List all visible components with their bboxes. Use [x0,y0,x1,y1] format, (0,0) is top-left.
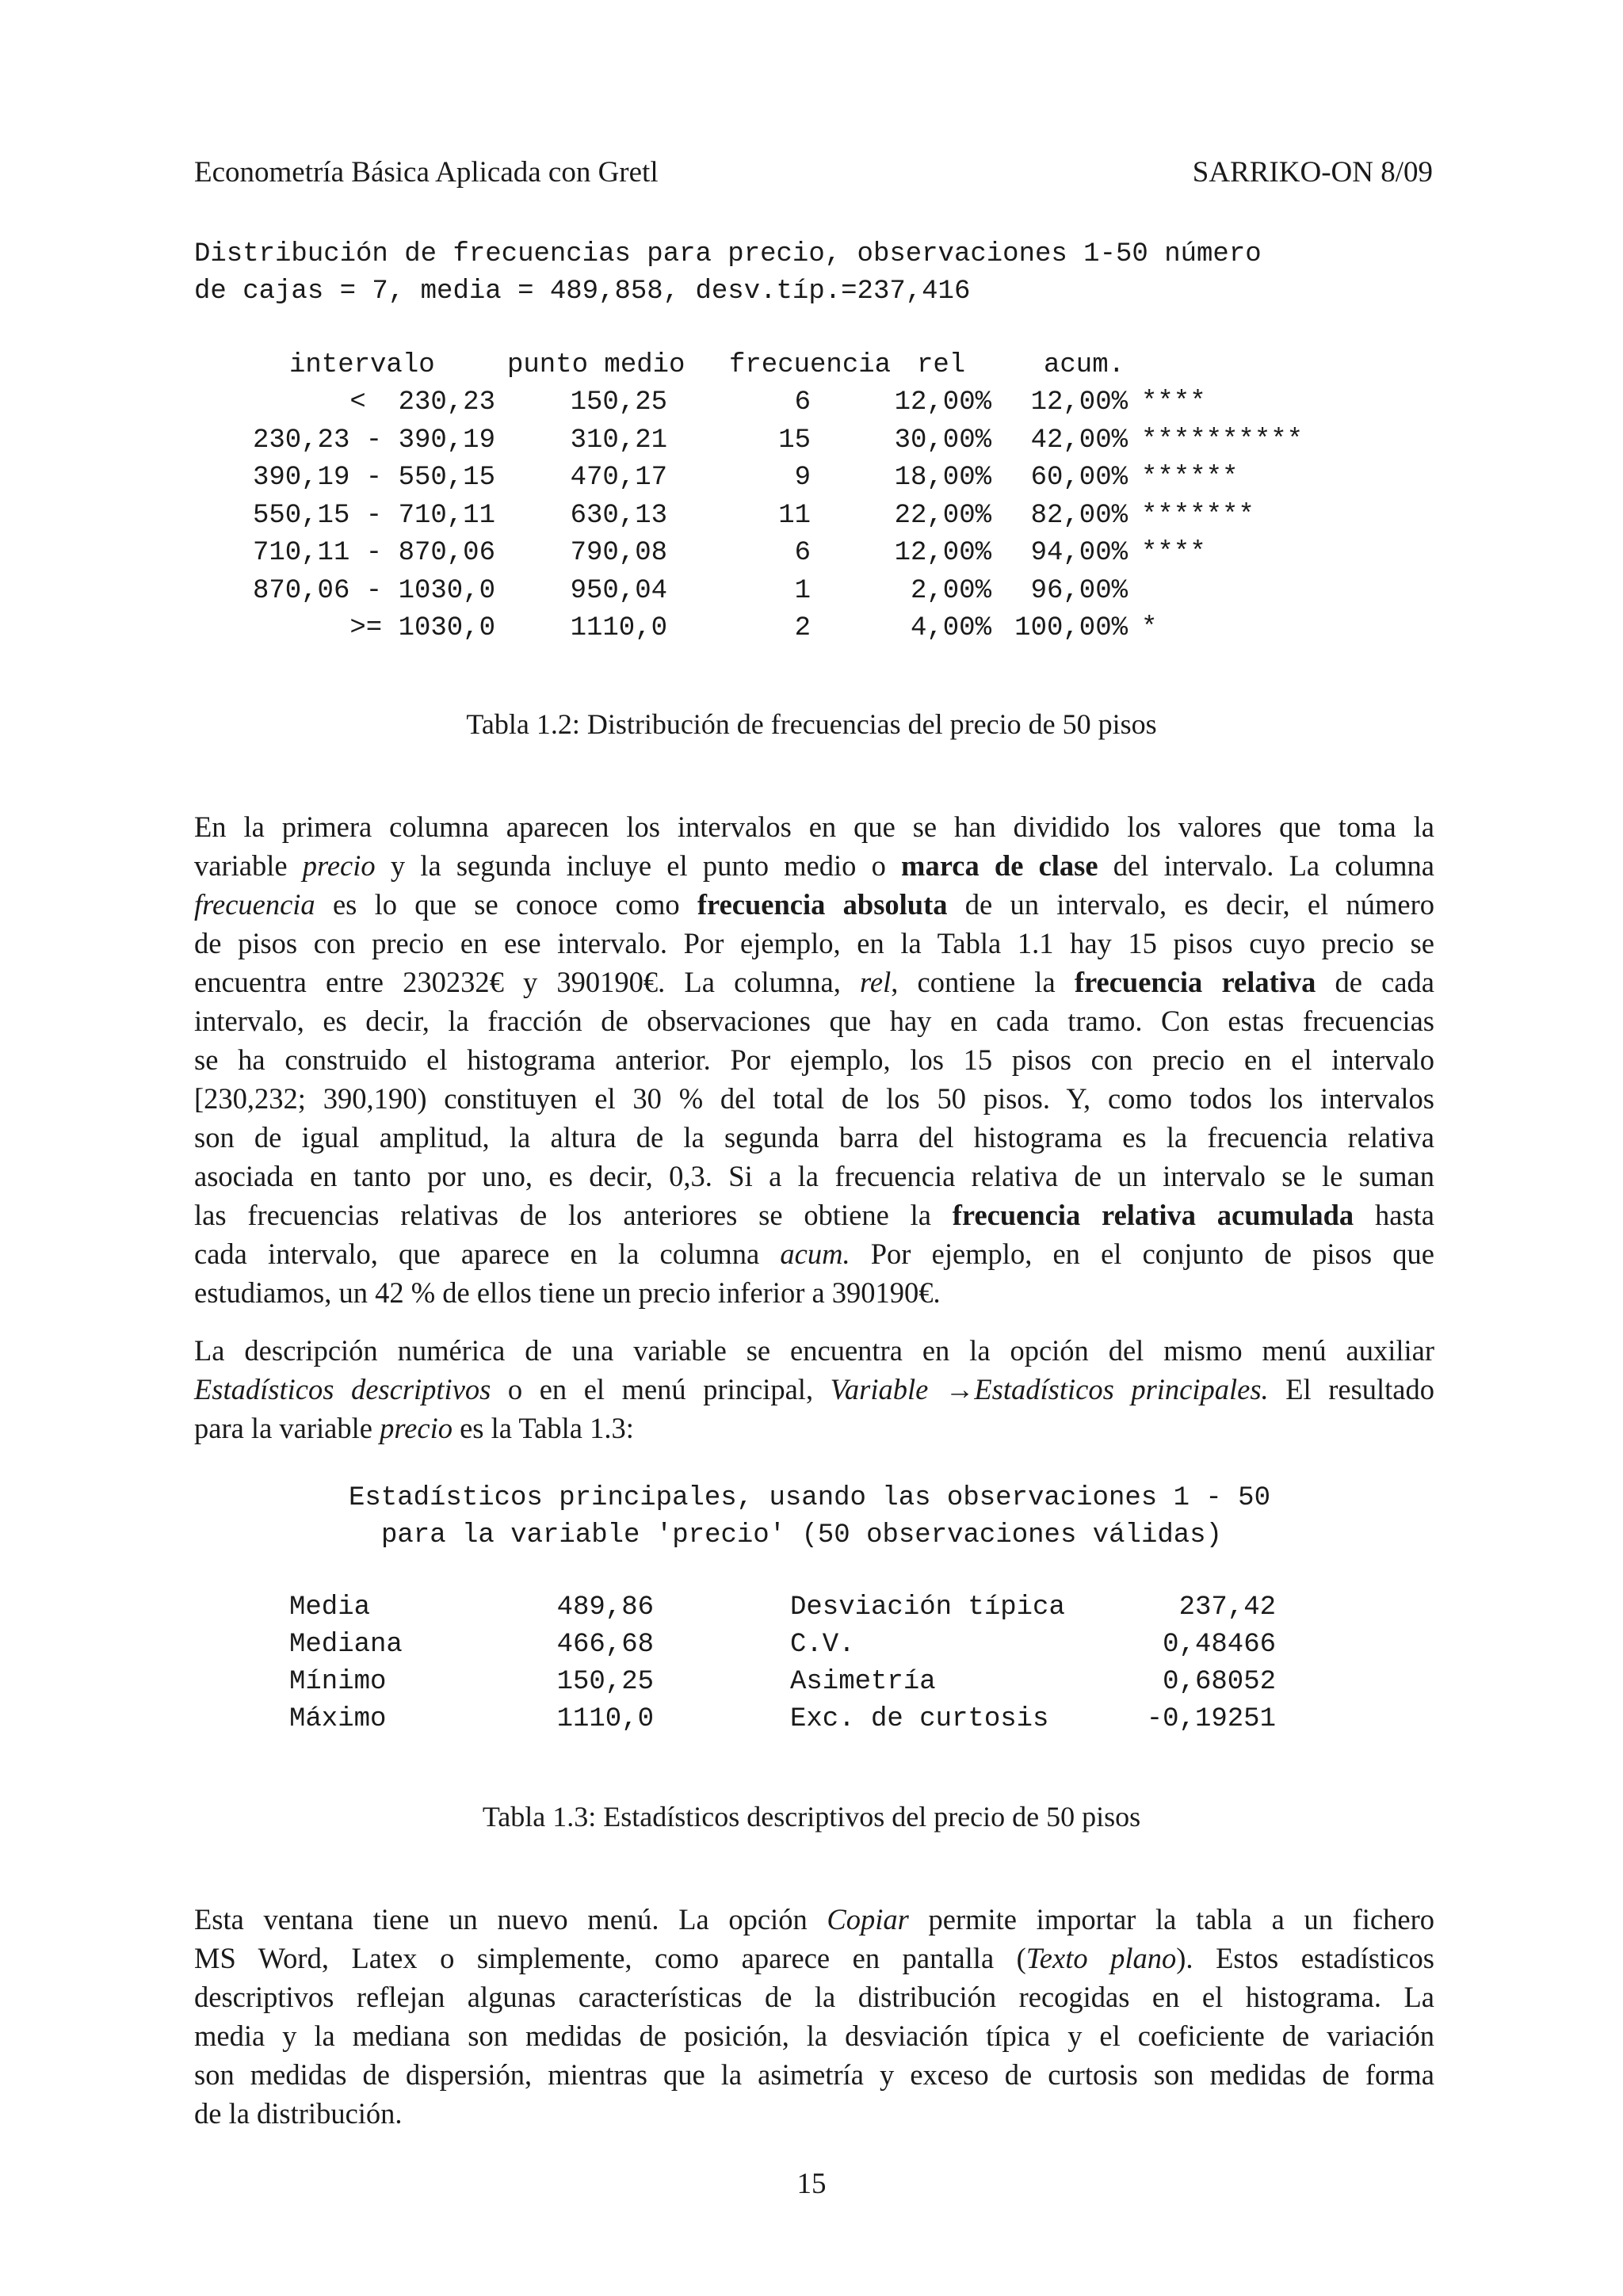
text-line [194,1978,1434,2016]
text-line [194,1273,1434,1312]
text-span: de la distribución. [194,2097,403,2130]
text-line [194,1118,1434,1157]
stats-table [194,1592,1462,1743]
bold-term: marca de clase [901,849,1098,882]
stat-value: 466,68 [556,1630,654,1660]
cell-rel: 2,00% [910,575,991,606]
text-span: de pisos con precio en ese intervalo. Por ejemplo, en la Tabla 1.1 hay 15 pisos cuyo precio se [194,927,1434,959]
stat-label: Exc. de curtosis [790,1704,1049,1734]
stat-label: C.V. [790,1630,855,1660]
cell-rel: 4,00% [910,613,991,643]
italic-term: precio [302,849,376,882]
stat-value: 1110,0 [556,1704,654,1734]
italic-term: rel [860,966,892,998]
cell-histogram-stars: **** [1141,538,1206,568]
stat-value: 0,48466 [1163,1630,1276,1660]
cell-punto-medio: 1110,0 [570,613,667,643]
stats-table-row [194,1592,1462,1630]
text-line [194,2094,1434,2133]
frequency-output [194,239,1462,667]
text-span: ). Estos estadísticos [1176,1942,1434,1974]
text-span: se ha construido el histograma anterior. Por ejemplo, los 15 pisos con precio en el intervalo [194,1043,1434,1076]
text-span: las frecuencias relativas de los anteriores se obtiene la [194,1199,953,1231]
cell-rel: 12,00% [894,538,991,568]
text-line [194,1234,1434,1273]
cell-histogram-stars: ******* [1141,500,1254,531]
cell-punto-medio: 470,17 [570,463,667,493]
stat-value: 0,68052 [1163,1667,1276,1697]
table-caption-1-3: Tabla 1.3: Estadísticos descriptivos del precio de 50 pisos [482,1801,1141,1833]
italic-term: frecuencia [194,888,315,921]
paragraph-descriptive-stats [194,1331,1434,1447]
stat-value: 150,25 [556,1667,654,1697]
text-line [194,1331,1434,1370]
cell-intervalo: 870,06 - 1030,0 [252,575,495,606]
stats-table-row [194,1667,1462,1704]
cell-acum: 60,00% [1030,463,1128,493]
text-span: de cada [1316,966,1434,998]
text-span: permite importar la tabla a un fichero [908,1903,1434,1936]
text-line [194,1196,1434,1234]
freq-table-row [194,538,1462,576]
cell-acum: 100,00% [1014,613,1128,643]
stat-label: Máximo [289,1704,387,1734]
stat-label: Media [289,1592,371,1623]
text-line [194,1157,1434,1196]
cell-frecuencia: 15 [778,425,811,456]
stats-title-line-1: Estadísticos principales, usando las observaciones 1 - 50 [349,1483,1270,1513]
header-title: Econometría Básica Aplicada con Gretl [194,156,659,189]
cell-intervalo: 550,15 - 710,11 [252,500,495,531]
italic-term: Copiar [827,1903,909,1936]
text-line [194,924,1434,963]
text-span: para la variable [194,1412,380,1444]
text-span: intervalo, es decir, la fracción de observaciones que hay en cada tramo. Con estas frecuencias [194,1005,1434,1037]
text-span: Por ejemplo, en el conjunto de pisos que [850,1238,1434,1270]
cell-frecuencia: 9 [794,463,811,493]
col-header-punto-medio: punto medio [507,350,685,380]
page-number: 15 [796,2168,827,2200]
cell-histogram-stars: **** [1141,387,1206,418]
stats-title-line-2: para la variable 'precio' (50 observaciones válidas) [381,1520,1222,1550]
stat-label: Desviación típica [790,1592,1065,1623]
text-line [194,2016,1434,2055]
text-span: son de igual amplitud, la altura de la segunda barra del histograma es la frecuencia relativa [194,1121,1434,1154]
text-span: o en el menú principal, [491,1373,831,1405]
cell-rel: 22,00% [894,500,991,531]
cell-frecuencia: 6 [794,538,811,568]
cell-histogram-stars: ********** [1141,425,1304,456]
text-line [194,1079,1434,1118]
stat-value: -0,19251 [1146,1704,1276,1734]
text-span: variable [194,849,303,882]
bold-term: frecuencia relativa acumulada [952,1199,1354,1231]
cell-intervalo: >= 1030,0 [349,613,495,643]
cell-punto-medio: 790,08 [570,538,667,568]
text-span: Esta ventana tiene un nuevo menú. La opción [194,1903,827,1936]
text-span: cada intervalo, que aparece en la columna [194,1238,781,1270]
stats-table-row [194,1630,1462,1667]
cell-rel: 30,00% [894,425,991,456]
text-span: El resultado [1268,1373,1435,1405]
text-span: son medidas de dispersión, mientras que la asimetría y exceso de curtosis son medidas de forma [194,2058,1434,2091]
cell-frecuencia: 6 [794,387,811,418]
text-span: descriptivos reflejan algunas características de la distribución recogidas en el histograma. La [194,1981,1434,2013]
italic-term: Variable →Estadísticos principales. [830,1373,1269,1405]
text-span: media y la mediana son medidas de posición, la desviación típica y el coeficiente de variación [194,2019,1434,2052]
text-span: del intervalo. La columna [1098,849,1435,882]
cell-histogram-stars: ****** [1141,463,1239,493]
text-line [194,1370,1434,1409]
stat-label: Asimetría [790,1667,936,1697]
running-header [194,155,1433,195]
freq-table-row [194,501,1462,539]
cell-acum: 42,00% [1030,425,1128,456]
text-line [194,1900,1434,1939]
italic-term: Estadísticos descriptivos [194,1373,491,1405]
freq-table-row [194,613,1462,651]
header-series: SARRIKO-ON 8/09 [1192,156,1433,189]
bold-term: frecuencia relativa [1074,966,1316,998]
col-header-acum: acum. [1044,350,1125,380]
cell-acum: 96,00% [1030,575,1128,606]
text-line [194,1001,1434,1040]
stat-label: Mínimo [289,1667,387,1697]
text-line [194,1409,1434,1447]
text-span: La descripción numérica de una variable se encuentra en la opción del mismo menú auxiliar [194,1334,1434,1367]
text-span: asociada en tanto por uno, es decir, 0,3. Si a la frecuencia relativa de un intervalo se le suman [194,1160,1434,1192]
text-line [194,846,1434,885]
stat-value: 489,86 [556,1592,654,1623]
text-span: encuentra entre 230232€ y 390190€. La columna, [194,966,861,998]
text-span: [230,232; 390,190) constituyen el 30 % del total de los 50 pisos. Y, como todos los intervalos [194,1082,1434,1115]
freq-table-row [194,387,1462,425]
freq-title-line-2: de cajas = 7, media = 489,858, desv.típ.=237,416 [194,277,971,307]
cell-punto-medio: 310,21 [570,425,667,456]
freq-table-row [194,463,1462,501]
text-span: de un intervalo, es decir, el número [947,888,1435,921]
text-span: y la segunda incluye el punto medio o [375,849,902,882]
cell-punto-medio: 950,04 [570,575,667,606]
text-line [194,807,1434,846]
text-span: estudiamos, un 42 % de ellos tiene un precio inferior a 390190€. [194,1276,941,1309]
paragraph-frequency-explanation [194,807,1434,1312]
cell-frecuencia: 1 [794,575,811,606]
cell-acum: 94,00% [1030,538,1128,568]
col-header-frecuencia: frecuencia [729,350,892,380]
text-line [194,963,1434,1001]
freq-table-row [194,576,1462,614]
text-line [194,1040,1434,1079]
cell-punto-medio: 630,13 [570,500,667,531]
freq-title-line-1: Distribución de frecuencias para precio, observaciones 1-50 número [194,239,1262,269]
text-line [194,885,1434,924]
summary-stats-output [194,1483,1462,1745]
cell-frecuencia: 2 [794,613,811,643]
bold-term: frecuencia absoluta [697,888,948,921]
frequency-rows [194,387,1462,657]
cell-acum: 12,00% [1030,387,1128,418]
cell-rel: 18,00% [894,463,991,493]
cell-intervalo: 710,11 - 870,06 [252,538,495,568]
italic-term: Texto plano [1025,1942,1177,1974]
col-header-rel: rel [917,350,966,380]
cell-punto-medio: 150,25 [570,387,667,418]
stat-value: 237,42 [1178,1592,1276,1623]
text-span: es lo que se conoce como [315,888,697,921]
text-span: MS Word, Latex o simplemente, como aparece en pantalla ( [194,1942,1026,1974]
paragraph-window-menu [194,1900,1434,2133]
cell-intervalo: 390,19 - 550,15 [252,463,495,493]
cell-histogram-stars: * [1141,613,1158,643]
text-span: es la Tabla 1.3: [452,1412,634,1444]
cell-intervalo: 230,23 - 390,19 [252,425,495,456]
cell-intervalo: < 230,23 [349,387,495,418]
text-span: , contiene la [891,966,1075,998]
stats-table-row [194,1704,1462,1741]
italic-term: precio [380,1412,453,1444]
table-caption-1-2: Tabla 1.2: Distribución de frecuencias del precio de 50 pisos [466,708,1157,740]
text-span: hasta [1354,1199,1434,1231]
stat-label: Mediana [289,1630,403,1660]
italic-term: acum. [780,1238,850,1270]
cell-rel: 12,00% [894,387,991,418]
freq-table-row [194,425,1462,463]
text-span: En la primera columna aparecen los intervalos en que se han dividido los valores que toma la [194,810,1434,843]
col-header-intervalo: intervalo [289,350,435,380]
text-line [194,1939,1434,1978]
cell-frecuencia: 11 [778,500,811,531]
cell-acum: 82,00% [1030,500,1128,531]
text-line [194,2055,1434,2094]
